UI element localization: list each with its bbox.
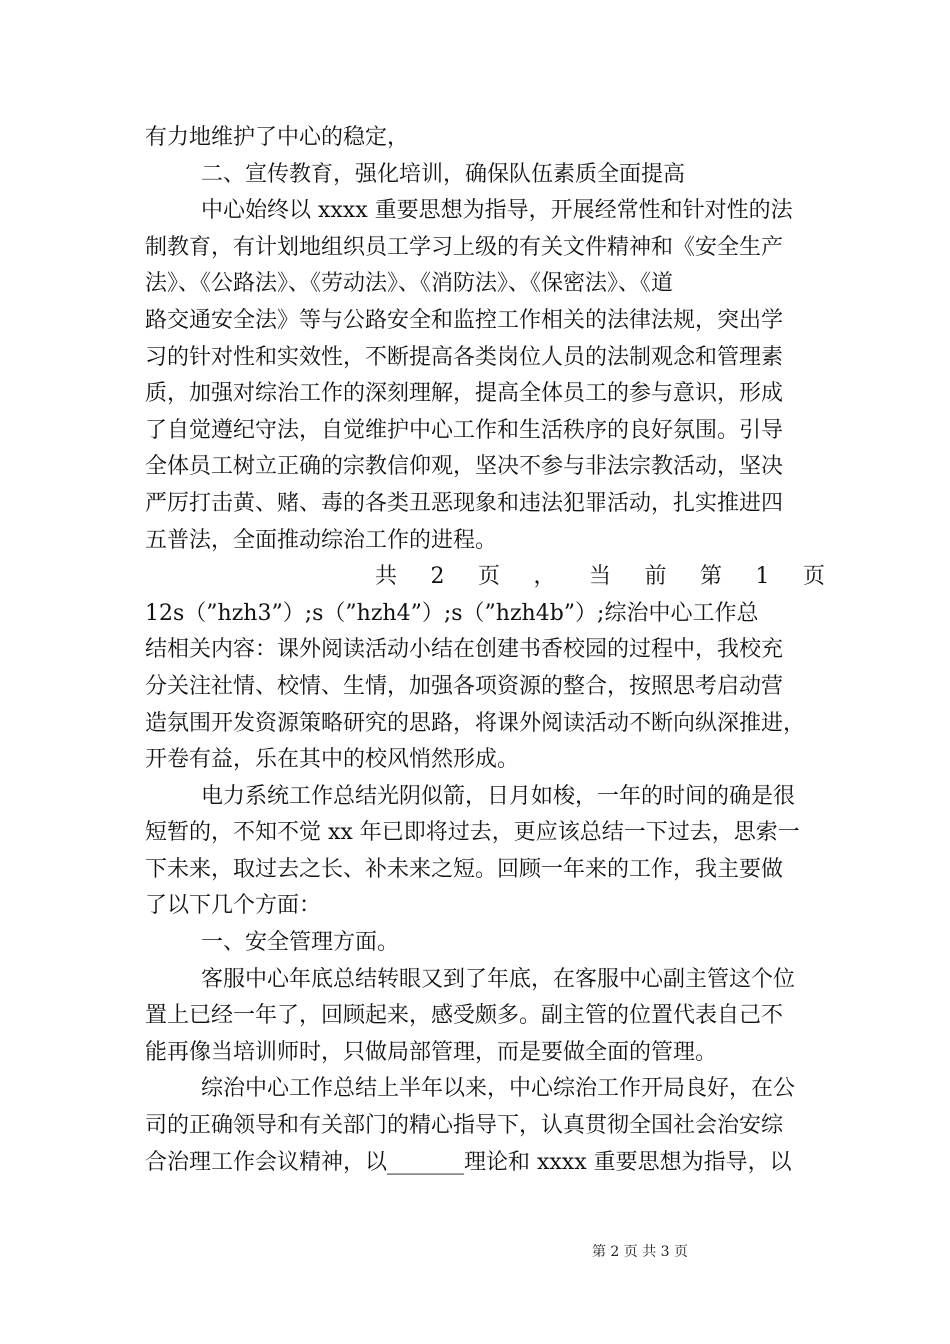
page-count-char: 第 (699, 564, 722, 590)
text-line: 法》、《公路法》、《劳动法》、《消防法》、《保密法》、《道 (145, 271, 674, 297)
text-line: 制教育，有计划地组织员工学习上级的有关文件精神和《安全生产 (145, 234, 784, 260)
text-line: 质，加强对综治工作的深刻理解，提高全体员工的参与意识，形成 (145, 381, 784, 407)
page-count-char: 页 (477, 564, 500, 590)
page-count-char: ， (533, 564, 556, 590)
text-line: 中心始终以 xxxx 重要思想为指导，开展经常性和针对性的法 (201, 198, 793, 224)
page-count-char: 页 (802, 564, 825, 590)
section-heading: 二、宣传教育，强化培训，确保队伍素质全面提高 (201, 161, 686, 187)
text-line: 分关注社情、校情、生情，加强各项资源的整合，按照思考启动营 (145, 673, 784, 699)
text-line: 五普法，全面推动综治工作的进程。 (145, 527, 498, 553)
text-line: 置上已经一年了，回顾起来，感受颇多。副主管的位置代表自己不 (145, 1003, 784, 1029)
text-line: 有力地维护了中心的稳定， (145, 125, 410, 150)
text-line: 习的针对性和实效性，不断提高各类岗位人员的法制观念和管理素 (145, 344, 784, 370)
section-heading: 一、安全管理方面。 (201, 930, 400, 956)
page-count-line (145, 559, 825, 596)
text-line: 12s（”hzh3”）;s（”hzh4”）;s（”hzh4b”）;综治中心工作总 (145, 600, 759, 626)
text-line: 能再像当培训师时，只做局部管理，而是要做全面的管理。 (145, 1039, 718, 1065)
text-line: 结相关内容：课外阅读活动小结在创建书香校园的过程中，我校充 (145, 637, 784, 663)
text-line: 合治理工作会议精神，以_______理论和 xxxx 重要思想为指导，以 (145, 1149, 792, 1175)
text-line: 了以下几个方面： (145, 893, 322, 919)
text-line: 客服中心年底总结转眼又到了年底，在客服中心副主管这个位 (201, 966, 796, 992)
page-count-char: 当 (588, 564, 611, 590)
text-line: 造氛围开发资源策略研究的思路，将课外阅读活动不断向纵深推进， (145, 710, 806, 736)
text-line: 综治中心工作总结上半年以来，中心综治工作开局良好，在公 (201, 1076, 796, 1102)
document-body (145, 120, 825, 1181)
text-line: 司的正确领导和有关部门的精心指导下，认真贯彻全国社会治安综 (145, 1113, 784, 1139)
text-line: 全体员工树立正确的宗教信仰观，坚决不参与非法宗教活动，坚决 (145, 454, 784, 480)
text-line: 开卷有益，乐在其中的校风悄然形成。 (145, 747, 520, 773)
text-line: 短暂的，不知不觉 xx 年已即将过去，更应该总结一下过去，思索一 (145, 820, 800, 846)
page-count-char: 1 (755, 564, 770, 590)
page-count-char: 共 (375, 564, 398, 590)
text-line: 下未来，取过去之长、补未来之短。回顾一年来的工作，我主要做 (145, 856, 784, 882)
text-line: 路交通安全法》等与公路安全和监控工作相关的法律法规，突出学 (145, 307, 784, 333)
text-line: 电力系统工作总结光阴似箭，日月如梭，一年的时间的确是很 (201, 783, 796, 809)
page-count-char: 2 (430, 564, 445, 590)
text-line: 了自觉遵纪守法，自觉维护中心工作和生活秩序的良好氛围。引导 (145, 417, 784, 443)
page-count-char: 前 (644, 564, 667, 590)
page-footer: 第 2 页 共 3 页 (591, 1244, 689, 1260)
text-line: 严厉打击黄、赌、毒的各类丑恶现象和违法犯罪活动，扎实推进四 (145, 490, 784, 516)
